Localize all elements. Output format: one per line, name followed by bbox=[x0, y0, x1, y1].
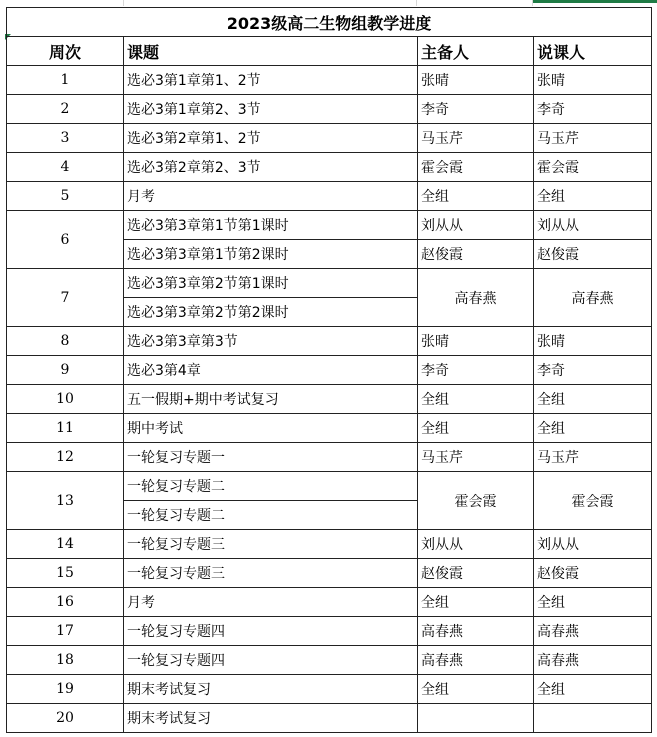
speaker-cell[interactable]: 刘从从 bbox=[534, 211, 652, 240]
week-cell[interactable]: 4 bbox=[7, 153, 124, 182]
table-row bbox=[7, 617, 652, 646]
preparer-cell[interactable]: 高春燕 bbox=[418, 269, 534, 327]
preparer-cell[interactable]: 马玉芹 bbox=[418, 124, 534, 153]
preparer-cell[interactable]: 张晴 bbox=[418, 66, 534, 95]
preparer-cell[interactable]: 霍会霞 bbox=[418, 472, 534, 530]
topic-cell[interactable]: 选必3第3章第2节第2课时 bbox=[124, 298, 418, 327]
table-row bbox=[7, 327, 652, 356]
topic-cell[interactable]: 选必3第3章第3节 bbox=[124, 327, 418, 356]
week-cell[interactable]: 1 bbox=[7, 66, 124, 95]
preparer-cell[interactable]: 马玉芹 bbox=[418, 443, 534, 472]
topic-cell[interactable]: 期末考试复习 bbox=[124, 704, 418, 733]
spreadsheet-top-strip bbox=[0, 0, 657, 6]
preparer-cell[interactable]: 李奇 bbox=[418, 356, 534, 385]
topic-cell[interactable]: 选必3第2章第1、2节 bbox=[124, 124, 418, 153]
table-row bbox=[7, 211, 652, 240]
speaker-cell[interactable]: 李奇 bbox=[534, 356, 652, 385]
preparer-cell[interactable]: 张晴 bbox=[418, 327, 534, 356]
week-cell[interactable]: 8 bbox=[7, 327, 124, 356]
table-row bbox=[7, 704, 652, 733]
column-strip-segment bbox=[417, 0, 533, 6]
sheet-title[interactable]: 2023级高二生物组教学进度 bbox=[7, 8, 652, 37]
speaker-cell[interactable]: 马玉芹 bbox=[534, 443, 652, 472]
speaker-cell[interactable]: 全组 bbox=[534, 588, 652, 617]
table-row bbox=[7, 675, 652, 704]
preparer-cell[interactable]: 全组 bbox=[418, 182, 534, 211]
speaker-cell[interactable]: 全组 bbox=[534, 182, 652, 211]
week-cell[interactable]: 17 bbox=[7, 617, 124, 646]
week-cell[interactable]: 5 bbox=[7, 182, 124, 211]
table-row bbox=[7, 153, 652, 182]
preparer-cell[interactable]: 刘从从 bbox=[418, 211, 534, 240]
week-cell[interactable]: 9 bbox=[7, 356, 124, 385]
preparer-cell[interactable]: 高春燕 bbox=[418, 617, 534, 646]
header-preparer[interactable]: 主备人 bbox=[418, 37, 534, 66]
table-row bbox=[7, 182, 652, 211]
topic-cell[interactable]: 五一假期+期中考试复习 bbox=[124, 385, 418, 414]
selected-column-indicator bbox=[533, 0, 657, 3]
table-row bbox=[7, 95, 652, 124]
preparer-cell[interactable]: 全组 bbox=[418, 588, 534, 617]
topic-cell[interactable]: 一轮复习专题二 bbox=[124, 501, 418, 530]
preparer-cell[interactable]: 赵俊霞 bbox=[418, 559, 534, 588]
preparer-cell[interactable]: 全组 bbox=[418, 675, 534, 704]
topic-cell[interactable]: 月考 bbox=[124, 588, 418, 617]
topic-cell[interactable]: 期中考试 bbox=[124, 414, 418, 443]
week-cell[interactable]: 7 bbox=[7, 269, 124, 327]
topic-cell[interactable]: 选必3第1章第1、2节 bbox=[124, 66, 418, 95]
topic-cell[interactable]: 选必3第3章第2节第1课时 bbox=[124, 269, 418, 298]
preparer-cell[interactable]: 霍会霞 bbox=[418, 153, 534, 182]
table-row bbox=[7, 588, 652, 617]
schedule-table bbox=[6, 7, 652, 733]
header-topic[interactable]: 课题 bbox=[124, 37, 418, 66]
topic-cell[interactable]: 期末考试复习 bbox=[124, 675, 418, 704]
preparer-cell[interactable]: 刘从从 bbox=[418, 530, 534, 559]
preparer-cell[interactable]: 赵俊霞 bbox=[418, 240, 534, 269]
table-row bbox=[7, 385, 652, 414]
speaker-cell[interactable]: 全组 bbox=[534, 414, 652, 443]
week-cell[interactable]: 16 bbox=[7, 588, 124, 617]
speaker-cell[interactable]: 高春燕 bbox=[534, 269, 652, 327]
topic-cell[interactable]: 一轮复习专题三 bbox=[124, 559, 418, 588]
speaker-cell[interactable]: 霍会霞 bbox=[534, 153, 652, 182]
header-speaker[interactable]: 说课人 bbox=[534, 37, 652, 66]
topic-cell[interactable]: 一轮复习专题四 bbox=[124, 617, 418, 646]
speaker-cell[interactable] bbox=[534, 704, 652, 733]
topic-cell[interactable]: 月考 bbox=[124, 182, 418, 211]
preparer-cell[interactable]: 全组 bbox=[418, 414, 534, 443]
table-row bbox=[7, 472, 652, 501]
week-cell[interactable]: 10 bbox=[7, 385, 124, 414]
speaker-cell[interactable]: 赵俊霞 bbox=[534, 559, 652, 588]
speaker-cell[interactable]: 霍会霞 bbox=[534, 472, 652, 530]
preparer-cell[interactable]: 李奇 bbox=[418, 95, 534, 124]
column-strip-segment bbox=[124, 0, 417, 6]
topic-cell[interactable]: 一轮复习专题三 bbox=[124, 530, 418, 559]
week-cell[interactable]: 11 bbox=[7, 414, 124, 443]
header-week[interactable]: 周次 bbox=[7, 37, 124, 66]
speaker-cell[interactable]: 高春燕 bbox=[534, 617, 652, 646]
preparer-cell[interactable]: 全组 bbox=[418, 385, 534, 414]
topic-cell[interactable]: 一轮复习专题二 bbox=[124, 472, 418, 501]
topic-cell[interactable]: 选必3第2章第2、3节 bbox=[124, 153, 418, 182]
topic-cell[interactable]: 选必3第4章 bbox=[124, 356, 418, 385]
table-row bbox=[7, 443, 652, 472]
table-row bbox=[7, 559, 652, 588]
week-cell[interactable]: 18 bbox=[7, 646, 124, 675]
topic-cell[interactable]: 选必3第3章第1节第2课时 bbox=[124, 240, 418, 269]
topic-cell[interactable]: 选必3第3章第1节第1课时 bbox=[124, 211, 418, 240]
preparer-cell[interactable] bbox=[418, 704, 534, 733]
table-row bbox=[7, 646, 652, 675]
speaker-cell[interactable]: 高春燕 bbox=[534, 646, 652, 675]
week-cell[interactable]: 19 bbox=[7, 675, 124, 704]
table-row bbox=[7, 356, 652, 385]
topic-cell[interactable]: 一轮复习专题一 bbox=[124, 443, 418, 472]
week-cell[interactable]: 14 bbox=[7, 530, 124, 559]
speaker-cell[interactable]: 马玉芹 bbox=[534, 124, 652, 153]
topic-cell[interactable]: 一轮复习专题四 bbox=[124, 646, 418, 675]
speaker-cell[interactable]: 张晴 bbox=[534, 66, 652, 95]
week-cell[interactable]: 3 bbox=[7, 124, 124, 153]
preparer-cell[interactable]: 高春燕 bbox=[418, 646, 534, 675]
speaker-cell[interactable]: 赵俊霞 bbox=[534, 240, 652, 269]
week-cell[interactable]: 13 bbox=[7, 472, 124, 530]
week-cell[interactable]: 2 bbox=[7, 95, 124, 124]
table-row bbox=[7, 530, 652, 559]
week-cell[interactable]: 15 bbox=[7, 559, 124, 588]
table-row bbox=[7, 124, 652, 153]
table-row bbox=[7, 66, 652, 95]
speaker-cell[interactable]: 全组 bbox=[534, 385, 652, 414]
week-cell[interactable]: 12 bbox=[7, 443, 124, 472]
week-cell[interactable]: 6 bbox=[7, 211, 124, 269]
speaker-cell[interactable]: 张晴 bbox=[534, 327, 652, 356]
speaker-cell[interactable]: 全组 bbox=[534, 675, 652, 704]
week-cell[interactable]: 20 bbox=[7, 704, 124, 733]
column-strip-segment bbox=[0, 0, 124, 6]
table-row bbox=[7, 269, 652, 298]
speaker-cell[interactable]: 刘从从 bbox=[534, 530, 652, 559]
topic-cell[interactable]: 选必3第1章第2、3节 bbox=[124, 95, 418, 124]
speaker-cell[interactable]: 李奇 bbox=[534, 95, 652, 124]
table-row bbox=[7, 414, 652, 443]
